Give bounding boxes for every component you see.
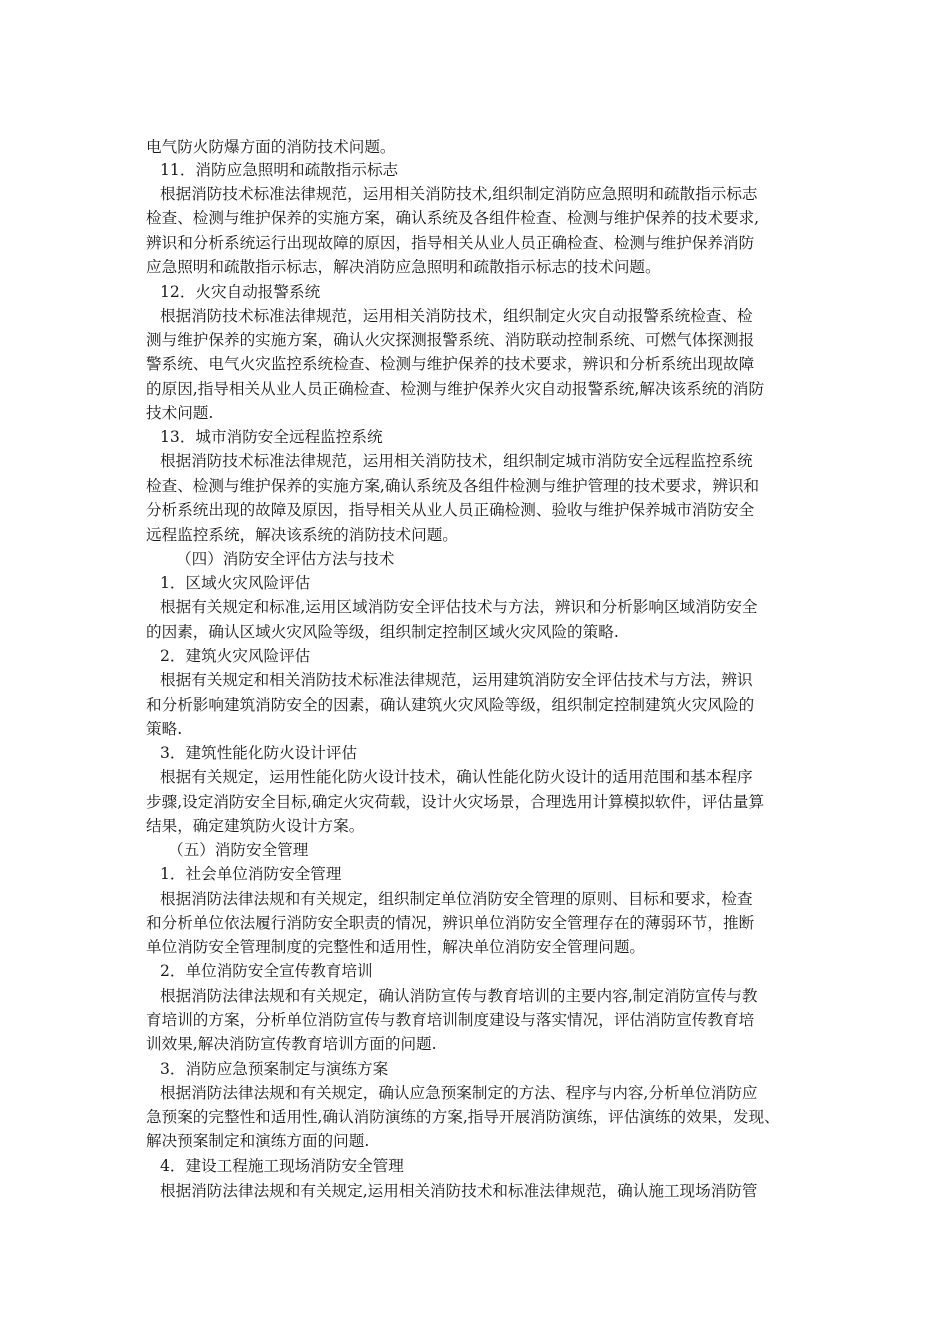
- section-heading: 1．社会单位消防安全管理: [160, 865, 342, 883]
- body-text-line: 远程监控系统，解决该系统的消防技术问题。: [146, 526, 458, 544]
- body-text-line: 根据有关规定和相关消防技术标准法律规范，运用建筑消防安全评估技术与方法，辨识: [160, 671, 753, 689]
- body-text-line: 步骤,设定消防安全目标,确定火灾荷载，设计火灾场景，合理选用计算模拟软件，评估量算: [146, 793, 765, 811]
- body-text-line: 根据消防法律法规和有关规定，确认消防宣传与教育培训的主要内容,制定消防宣传与教: [160, 987, 758, 1005]
- body-text-line: 检查、检测与维护保养的实施方案，确认系统及各组件检查、检测与维护保养的技术要求,: [146, 209, 760, 227]
- body-text-line: 测与维护保养的实施方案，确认火灾探测报警系统、消防联动控制系统、可燃气体探测报: [146, 331, 755, 349]
- body-text-line: 策略.: [146, 720, 183, 738]
- body-text-line: 技术问题.: [146, 404, 214, 422]
- body-text-line: 根据消防技术标准法律规范，运用相关消防技术，组织制定火灾自动报警系统检查、检: [160, 307, 753, 325]
- body-text-line: 解决预案制定和演练方面的问题.: [146, 1132, 370, 1150]
- body-text-line: 的原因,指导相关从业人员正确检查、检测与维护保养火灾自动报警系统,解决该系统的消防: [146, 380, 765, 398]
- body-text-line: 警系统、电气火灾监控系统检查、检测与维护保养的技术要求，辨识和分析系统出现故障: [146, 355, 755, 373]
- section-heading: 4．建设工程施工现场消防安全管理: [160, 1157, 404, 1175]
- body-text-line: 检查、检测与维护保养的实施方案,确认系统及各组件检测与维护管理的技术要求，辨识和: [146, 477, 760, 495]
- body-text-line: 根据有关规定，运用性能化防火设计技术，确认性能化防火设计的适用范围和基本程序: [160, 768, 753, 786]
- section-heading: （五）消防安全管理: [168, 841, 309, 859]
- body-text-line: 根据消防法律法规和有关规定，组织制定单位消防安全管理的原则、目标和要求，检查: [160, 890, 753, 908]
- section-heading: 2．单位消防安全宣传教育培训: [160, 962, 373, 980]
- section-heading: 1．区域火灾风险评估: [160, 574, 311, 592]
- section-heading: （四）消防安全评估方法与技术: [176, 550, 395, 568]
- body-text-line: 根据消防技术标准法律规范，运用相关消防技术，组织制定城市消防安全远程监控系统: [160, 452, 753, 470]
- body-text-line: 根据消防法律法规和有关规定,运用相关消防技术和标准法律规范，确认施工现场消防管: [160, 1182, 758, 1200]
- body-text-line: 和分析影响建筑消防安全的因素，确认建筑火灾风险等级，组织制定控制建筑火灾风险的: [146, 696, 755, 714]
- body-text-line: 辨识和分析系统运行出现故障的原因，指导相关从业人员正确检查、检测与维护保养消防: [146, 234, 755, 252]
- section-heading: 13．城市消防安全远程监控系统: [160, 428, 383, 446]
- body-text-line: 电气防火防爆方面的消防技术问题。: [146, 138, 396, 156]
- body-text-line: 根据有关规定和标准,运用区域消防安全评估技术与方法，辨识和分析影响区域消防安全: [160, 598, 758, 616]
- body-text-line: 单位消防安全管理制度的完整性和适用性，解决单位消防安全管理问题。: [146, 938, 646, 956]
- section-heading: 3．建筑性能化防火设计评估: [160, 744, 358, 762]
- body-text-line: 根据消防技术标准法律规范，运用相关消防技术,组织制定消防应急照明和疏散指示标志: [160, 185, 758, 203]
- body-text-line: 根据消防法律法规和有关规定，确认应急预案制定的方法、程序与内容,分析单位消防应: [160, 1084, 758, 1102]
- body-text-line: 和分析单位依法履行消防安全职责的情况，辨识单位消防安全管理存在的薄弱环节，推断: [146, 914, 755, 932]
- section-heading: 2．建筑火灾风险评估: [160, 647, 311, 665]
- body-text-line: 结果，确定建筑防火设计方案。: [146, 817, 365, 835]
- body-text-line: 应急照明和疏散指示标志，解决消防应急照明和疏散指示标志的技术问题。: [146, 258, 661, 276]
- section-heading: 3．消防应急预案制定与演练方案: [160, 1060, 389, 1078]
- section-heading: 11．消防应急照明和疏散指示标志: [160, 161, 399, 179]
- body-text-line: 的因素，确认区域火灾风险等级，组织制定控制区域火灾风险的策略.: [146, 623, 619, 641]
- body-text-line: 分析系统出现的故障及原因，指导相关从业人员正确检测、验收与维护保养城市消防安全: [146, 501, 755, 519]
- body-text-line: 急预案的完整性和适用性,确认消防演练的方案,指导开展消防演练，评估演练的效果，发现、: [146, 1108, 780, 1126]
- body-text-line: 训效果,解决消防宣传教育培训方面的问题.: [146, 1035, 437, 1053]
- body-text-line: 育培训的方案，分析单位消防宣传与教育培训制度建设与落实情况，评估消防宣传教育培: [146, 1011, 755, 1029]
- section-heading: 12．火灾自动报警系统: [160, 283, 321, 301]
